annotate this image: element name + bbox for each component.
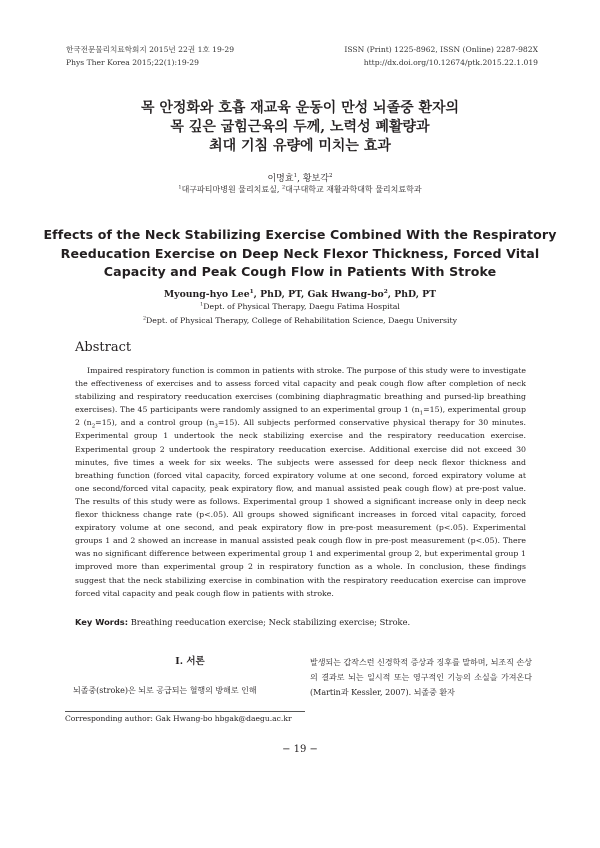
author-affil-mark: 1	[293, 173, 298, 179]
author-name-kr: 이명효	[267, 174, 294, 184]
affiliation-kr: 대구대학교 재활과학대학 물리치료학과	[285, 185, 422, 194]
korean-title-line: 목 깊은 굽힘근육의 두께, 노력성 폐활량과	[170, 119, 430, 135]
english-title-line: Reeducation Exercise on Deep Neck Flexor Thickness, Forced Vital	[60, 245, 540, 261]
abstract-text: =15). All subjects performed conservative physical therapy for 30 minutes. Experimental group 1 undertook the neck stabilizing exercise and the respiratory reeducation exercise. Experimental group 2 undertook the respiratory reeducation exercise. Additional exercise did not exceed 30 minutes, five times a week for six weeks. The subjects were assessed for deep neck flexor thickness and breathing function (forced vital capacity, forced expiratory volume at one second, forced expiratory volume at one second/forced vital capacity, peak expiratory flow, and manual assisted peak cough flow) at pre-post value. The results of this study were as follows. Experimental group 1 showed a significant increase only in deep neck flexor thickness change rate (p<.05). All groups showed significant increases in forced vital capacity, forced expiratory volume at one second, and peak expiratory flow in pre-post measurement (p<.05). Experimental groups 1 and 2 showed an increase in manual assisted peak cough flow in pre-post measurement (p<.05). There was no significant difference between experimental group 1 and experimental group 2, but experimental group 1 improved more than experimental group 2 in respiratory function as a whole. In conclusion, these findings suggest that the neck stabilizing exercise in combination with the respiratory reeducation exercise can improve forced vital capacity and peak cough flow in patients with stroke.	[75, 418, 526, 598]
doi-link[interactable]: http://dx.doi.org/10.12674/ptk.2015.22.1.019	[363, 58, 538, 67]
journal-citation	[66, 43, 234, 69]
body-text-left: 뇌졸중(stroke)은 뇌로 공급되는 혈행의 방해로 인해	[73, 686, 257, 695]
keywords	[75, 616, 535, 628]
abstract-text: Impaired respiratory function is common in patients with stroke. The purpose of this study were to investigate the effectiveness of exercises and to assess forced vital capacity and peak cough flow after completion of neck stabilizing and respiratory reeducation exercises (combining diaphragmatic breathing and pursed-lip breathing exercises). The 45 participants were randomly assigned to an experimental group 1 (n	[75, 366, 526, 415]
author-name-en: Myoung-hyo Lee	[163, 289, 250, 300]
affiliation-en: Dept. of Physical Therapy, Daegu Fatima Hospital	[203, 302, 400, 311]
english-title-line: Capacity and Peak Cough Flow in Patients With Stroke	[103, 264, 497, 279]
author-affil-mark: 2	[328, 173, 333, 179]
journal-identifiers	[344, 43, 538, 69]
abstract-heading: Abstract	[75, 340, 132, 355]
page-number: − 19 −	[282, 744, 318, 755]
affiliation-kr: 대구파티마병원 물리치료실,	[181, 185, 282, 194]
author-separator: ,	[297, 174, 303, 184]
subscript: 2	[91, 423, 96, 430]
english-title	[40, 226, 560, 282]
english-affiliation-2	[40, 315, 560, 326]
keywords-label: Key Words:	[75, 617, 129, 627]
subscript: 3	[214, 423, 218, 430]
korean-title-line: 최대 기침 유량에 미치는 효과	[209, 138, 391, 154]
affil-mark: 2	[281, 184, 286, 191]
english-authors	[40, 288, 560, 301]
author-affil-mark: 1	[249, 288, 254, 295]
journal-citation-en: Phys Ther Korea 2015;22(1):19-29	[66, 58, 199, 67]
keywords-text: Breathing reeducation exercise; Neck stabilizing exercise; Stroke.	[128, 617, 411, 627]
abstract-body	[75, 364, 526, 600]
affil-mark: 1	[178, 184, 182, 191]
english-title-line: Effects of the Neck Stabilizing Exercise Combined With the Respiratory	[43, 227, 557, 242]
author-name-en: Gak Hwang-bo	[307, 289, 384, 300]
footnote-divider	[65, 711, 305, 712]
affil-mark: 2	[142, 316, 147, 322]
abstract-text: =15), experimental group 2 (n	[75, 405, 527, 428]
korean-title-line: 목 안정화와 호흡 재교육 운동이 만성 뇌졸중 환자의	[140, 100, 460, 116]
abstract-text: =15), and a control group (n	[95, 418, 215, 428]
author-affil-mark: 2	[383, 288, 388, 295]
korean-title	[60, 99, 540, 156]
affil-mark: 1	[200, 302, 204, 308]
journal-citation-kr: 한국전문물리치료학회지 2015년 22권 1호 19-29	[66, 45, 235, 54]
english-affiliation-1	[40, 301, 560, 312]
subscript: 1	[419, 410, 424, 417]
corresponding-author-footnote: Corresponding author: Gak Hwang-bo hbgak@daegu.ac.kr	[65, 714, 292, 723]
affiliation-en: Dept. of Physical Therapy, College of Rehabilitation Science, Daegu University	[146, 316, 458, 325]
section-heading: Ⅰ. 서론	[175, 656, 205, 667]
issn: ISSN (Print) 1225-8962, ISSN (Online) 2287-982X	[344, 45, 538, 54]
korean-affiliations	[60, 184, 540, 196]
author-name-kr: 황보각	[302, 174, 329, 184]
body-text-right: 발생되는 갑작스런 신경학적 증상과 징후를 말하며, 뇌조직 손상의 결과로 뇌는 일시적 또는 영구적인 기능의 소실을 가져온다(Martin과 Kessler, 2007). 뇌졸중 환자	[310, 658, 532, 697]
author-degree: , PhD, PT	[387, 289, 437, 300]
author-degree: , PhD, PT,	[253, 289, 308, 300]
